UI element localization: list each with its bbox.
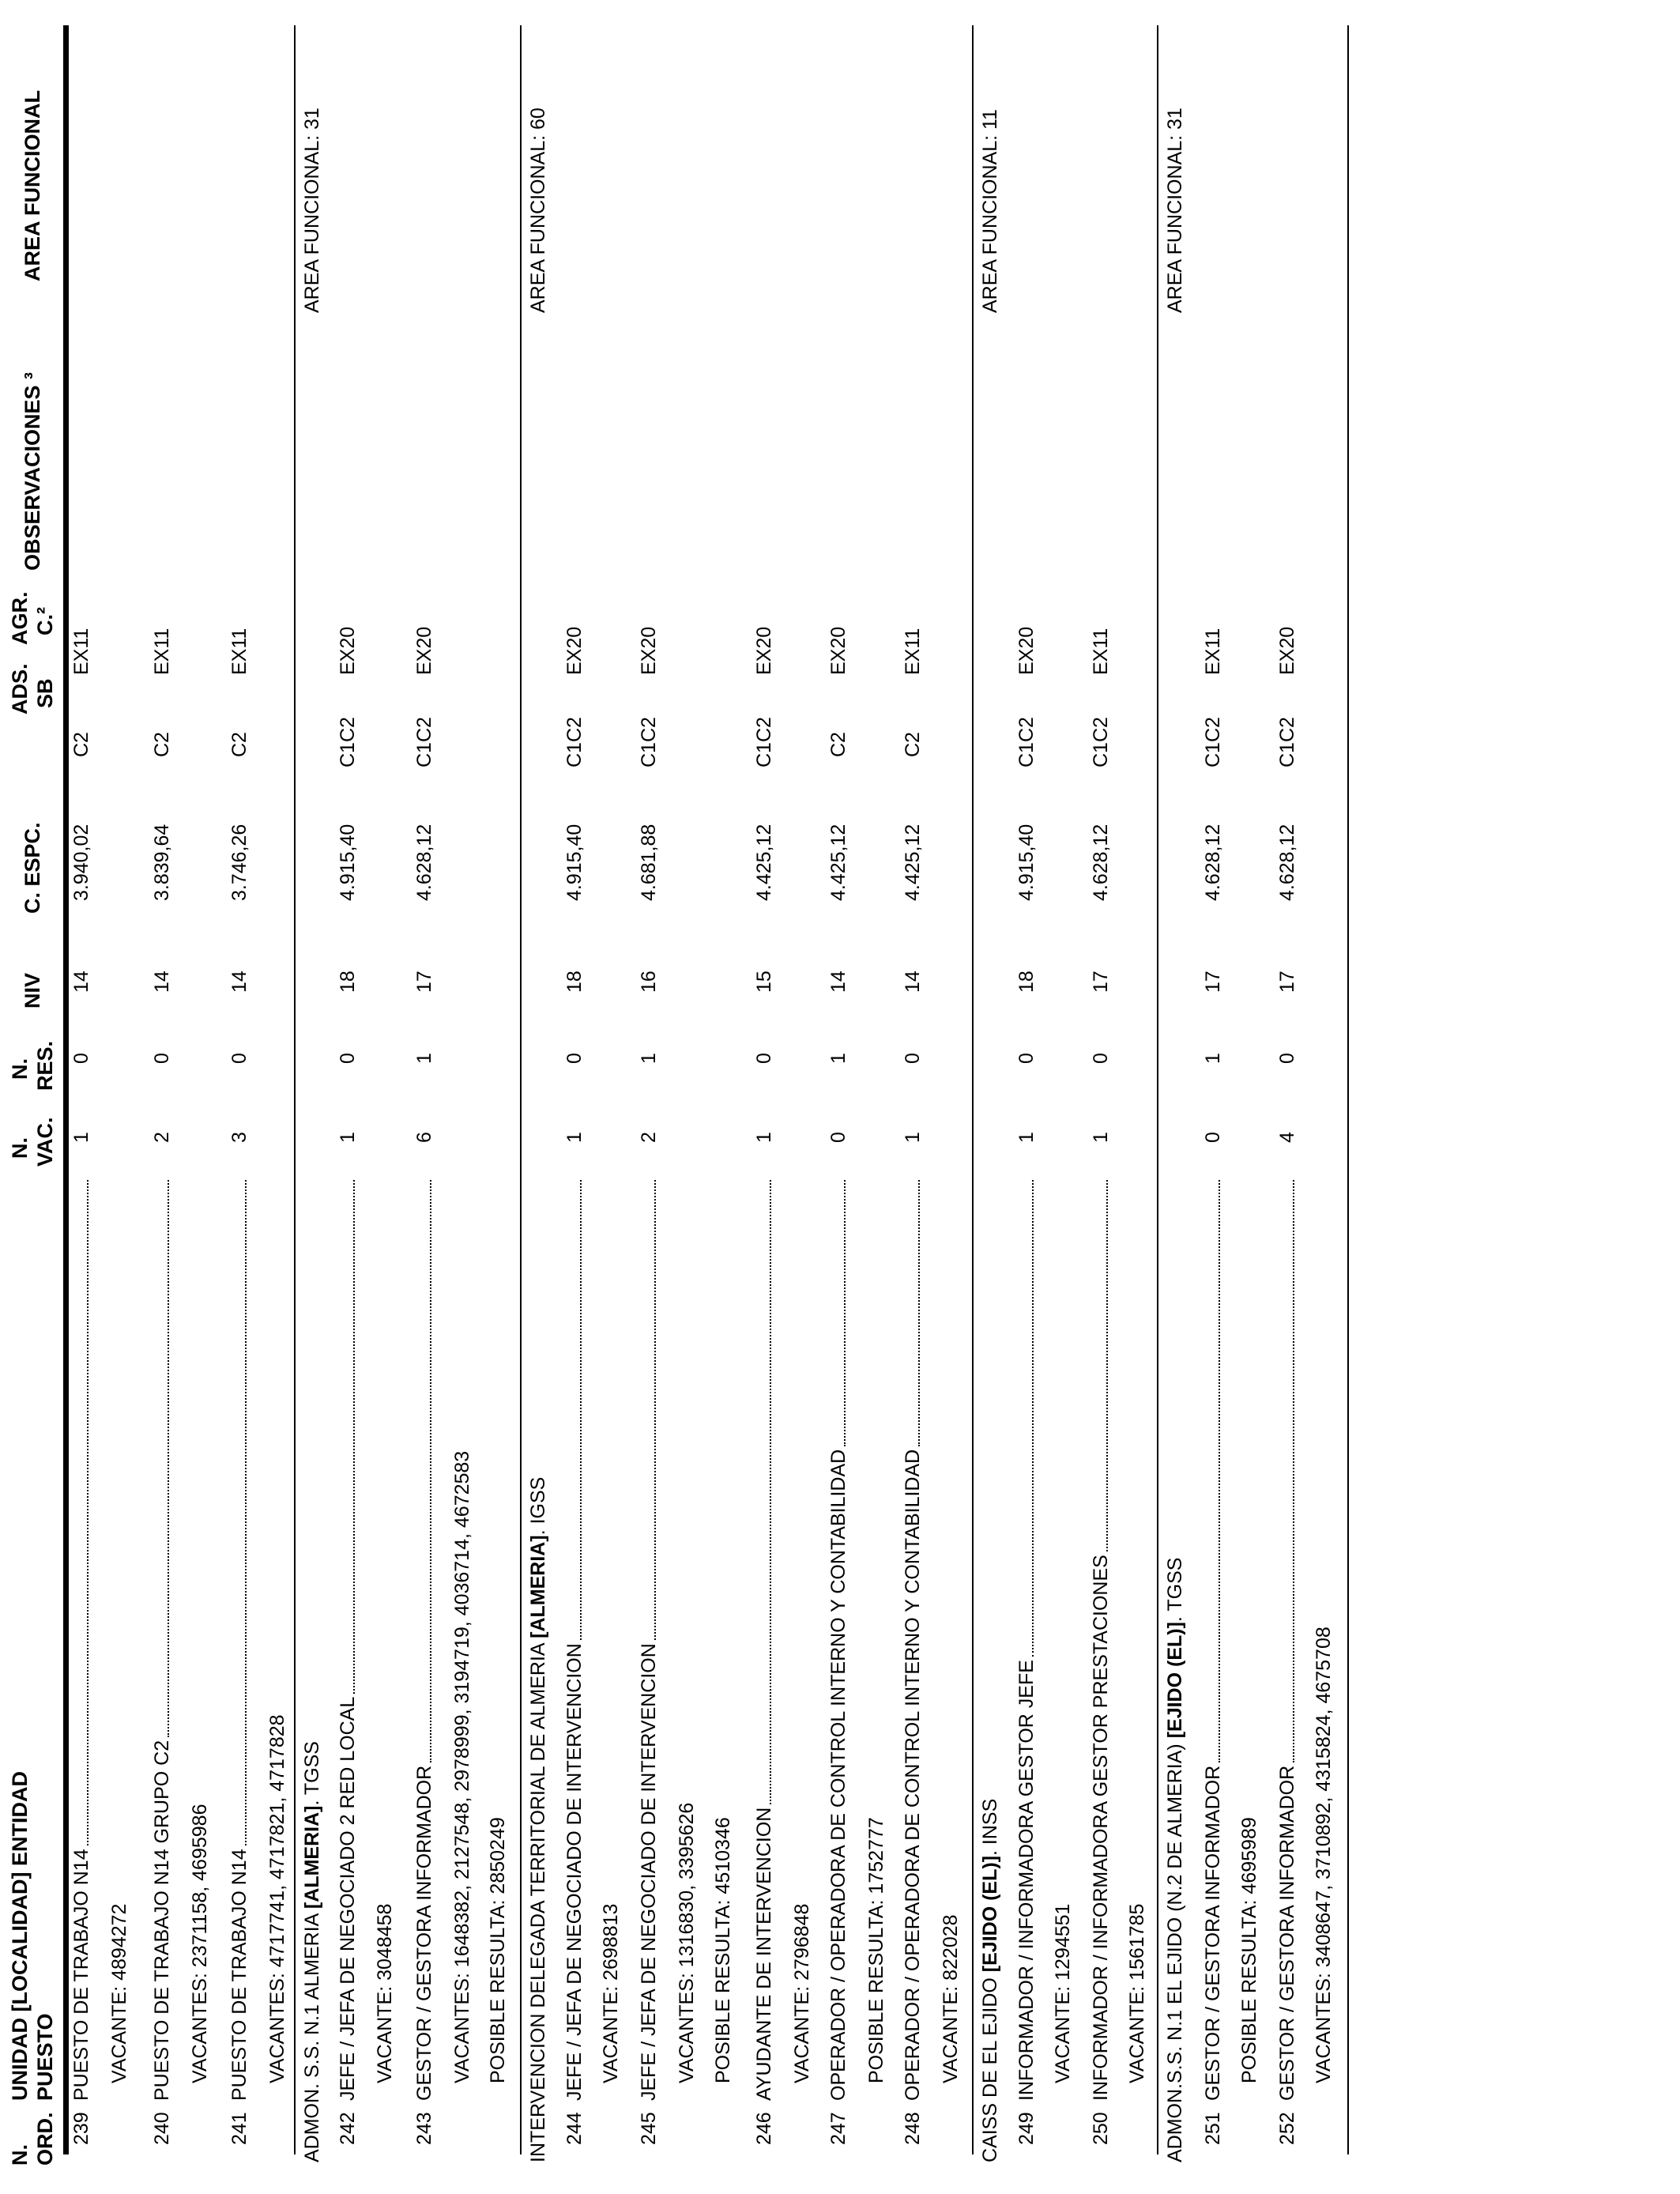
row-vacante-codes: VACANTES: 2371158, 4695986 <box>189 1804 211 2083</box>
header-agr-line1: AGR. <box>8 591 32 645</box>
header-unidad: UNIDAD [LOCALIDAD] ENTIDAD <box>8 1771 32 2101</box>
table-row <box>752 0 784 2194</box>
table-row <box>1015 0 1046 2194</box>
row-niv: 18 <box>1015 971 1038 993</box>
row-cesp: 4.915,40 <box>337 824 359 901</box>
header-n-res-line1: N. <box>8 1058 32 1080</box>
row-vac: 1 <box>902 1132 924 1143</box>
table-row <box>336 0 367 2194</box>
row-cesp: 4.681,88 <box>638 824 660 901</box>
row-ord: 252 <box>1276 2112 1298 2145</box>
table-row <box>70 0 101 2194</box>
row-ord: 240 <box>151 2112 173 2145</box>
unit-heading: ADMON.S.S. N.1 EL EJIDO (N.2 DE ALMERIA) [EJIDO (EL)]. TGSS <box>1164 1557 1186 2162</box>
table-row <box>1201 0 1233 2194</box>
row-ord: 239 <box>70 2112 92 2145</box>
row-puesto: JEFE / JEFA DE NEGOCIADO DE INTERVENCION <box>563 1180 586 2101</box>
header-niv: NIV <box>21 972 44 1008</box>
table-row <box>563 0 594 2194</box>
row-res: 1 <box>638 1053 660 1064</box>
table-row <box>150 0 182 2194</box>
row-vacante-codes: VACANTE: 4894272 <box>108 1903 130 2083</box>
row-cesp: 4.915,40 <box>563 824 586 901</box>
row-niv: 18 <box>337 971 359 993</box>
row-niv: 16 <box>638 971 660 993</box>
row-agr: EX20 <box>753 626 775 675</box>
row-res: 0 <box>563 1053 586 1064</box>
row-ads: C1C2 <box>1015 717 1038 767</box>
row-res: 1 <box>827 1053 849 1064</box>
header-observaciones: OBSERVACIONES ³ <box>21 371 44 571</box>
header-rule <box>63 25 69 2154</box>
area-funcional-value: AREA FUNCIONAL: 31 <box>301 107 323 313</box>
header-n-vac-line2: VAC. <box>33 1117 57 1167</box>
row-ads: C2 <box>827 732 849 757</box>
row-niv: 17 <box>1202 971 1224 993</box>
area-funcional-value: AREA FUNCIONAL: 60 <box>527 107 549 313</box>
row-puesto: GESTOR / GESTORA INFORMADOR <box>1201 1180 1225 2101</box>
row-cesp: 3.839,64 <box>151 824 173 901</box>
row-ord: 250 <box>1090 2112 1112 2145</box>
row-niv: 17 <box>1090 971 1112 993</box>
row-niv: 14 <box>902 971 924 993</box>
header-agr-line2: C.² <box>33 607 57 635</box>
row-res: 0 <box>1015 1053 1038 1064</box>
row-vacante-codes: VACANTE: 2698813 <box>600 1903 622 2083</box>
row-puesto: AYUDANTE DE INTERVENCION <box>752 1180 776 2101</box>
row-res: 0 <box>1090 1053 1112 1064</box>
row-vac: 1 <box>1015 1132 1038 1143</box>
row-agr: EX20 <box>413 626 435 675</box>
row-niv: 17 <box>1276 971 1298 993</box>
row-ads: C2 <box>228 732 250 757</box>
row-puesto: PUESTO DE TRABAJO N14 <box>228 1180 251 2101</box>
section-divider <box>972 25 974 2154</box>
row-vac: 2 <box>151 1132 173 1143</box>
row-agr: EX20 <box>1015 626 1038 675</box>
row-posible-resulta: POSIBLE RESULTA: 4695989 <box>1238 1817 1260 2083</box>
row-cesp: 4.628,12 <box>1276 824 1298 901</box>
table-row <box>1275 0 1307 2194</box>
row-vac: 3 <box>228 1132 250 1143</box>
row-puesto: PUESTO DE TRABAJO N14 GRUPO C2 <box>150 1180 174 2101</box>
row-ord: 248 <box>902 2112 924 2145</box>
table-row <box>1089 0 1121 2194</box>
row-cesp: 4.425,12 <box>753 824 775 901</box>
row-res: 0 <box>753 1053 775 1064</box>
row-ord: 247 <box>827 2112 849 2145</box>
row-vacante-codes: VACANTE: 1561785 <box>1126 1903 1148 2083</box>
header-area-funcional: AREA FUNCIONAL <box>21 90 44 281</box>
row-res: 1 <box>1202 1053 1224 1064</box>
header-n-ord-line2: ORD. <box>33 2112 57 2166</box>
area-funcional-value: AREA FUNCIONAL: 31 <box>1164 107 1186 313</box>
row-ads: C1C2 <box>753 717 775 767</box>
header-puesto: PUESTO <box>33 2013 57 2101</box>
row-puesto: GESTOR / GESTORA INFORMADOR <box>1275 1180 1299 2101</box>
section-divider <box>1157 25 1158 2154</box>
row-vac: 1 <box>70 1132 92 1143</box>
row-cesp: 4.628,12 <box>413 824 435 901</box>
row-puesto: JEFE / JEFA DE NEGOCIADO DE INTERVENCION <box>637 1180 661 2101</box>
row-agr: EX11 <box>902 628 924 675</box>
row-res: 0 <box>902 1053 924 1064</box>
row-puesto: GESTOR / GESTORA INFORMADOR <box>412 1180 436 2101</box>
area-funcional-value: AREA FUNCIONAL: 11 <box>979 109 1001 313</box>
row-ads: C1C2 <box>337 717 359 767</box>
row-cesp: 3.746,26 <box>228 824 250 901</box>
row-cesp: 4.628,12 <box>1202 824 1224 901</box>
row-vac: 0 <box>1202 1132 1224 1143</box>
bottom-rule <box>1347 25 1349 2154</box>
header-n-ord-line1: N. <box>8 2144 32 2166</box>
row-agr: EX20 <box>563 626 586 675</box>
row-vac: 6 <box>413 1132 435 1143</box>
row-ads: C2 <box>151 732 173 757</box>
row-res: 0 <box>228 1053 250 1064</box>
row-ads: C1C2 <box>563 717 586 767</box>
table-row <box>228 0 259 2194</box>
row-vac: 2 <box>638 1132 660 1143</box>
row-posible-resulta: POSIBLE RESULTA: 4510346 <box>712 1817 734 2083</box>
row-res: 1 <box>413 1053 435 1064</box>
row-res: 0 <box>151 1053 173 1064</box>
row-vacante-codes: VACANTES: 4717741, 4717821, 4717828 <box>266 1714 288 2083</box>
row-niv: 14 <box>827 971 849 993</box>
row-agr: EX20 <box>638 626 660 675</box>
row-ord: 245 <box>638 2112 660 2145</box>
row-vac: 1 <box>1090 1132 1112 1143</box>
row-posible-resulta: POSIBLE RESULTA: 1752777 <box>865 1817 887 2083</box>
row-vacante-codes: VACANTES: 1648382, 2127548, 2978999, 3194719, 4036714, 4672583 <box>451 1450 473 2083</box>
section-divider <box>520 25 522 2154</box>
row-ord: 251 <box>1202 2112 1224 2145</box>
row-cesp: 4.425,12 <box>827 824 849 901</box>
row-agr: EX11 <box>151 628 173 675</box>
row-ads: C1C2 <box>1090 717 1112 767</box>
row-puesto: INFORMADOR / INFORMADORA GESTOR JEFE <box>1015 1180 1038 2101</box>
row-ads: C1C2 <box>1276 717 1298 767</box>
row-agr: EX20 <box>1276 626 1298 675</box>
unit-heading: CAISS DE EL EJIDO [EJIDO (EL)]. INSS <box>979 1798 1001 2162</box>
row-niv: 15 <box>753 971 775 993</box>
unit-heading: ADMON. S.S. N.1 ALMERIA [ALMERIA]. TGSS <box>301 1741 323 2162</box>
row-res: 0 <box>70 1053 92 1064</box>
table-row <box>827 0 858 2194</box>
row-vac: 4 <box>1276 1132 1298 1143</box>
row-niv: 17 <box>413 971 435 993</box>
row-ord: 246 <box>753 2112 775 2145</box>
row-ads: C2 <box>902 732 924 757</box>
row-agr: EX20 <box>337 626 359 675</box>
row-agr: EX11 <box>1202 628 1224 675</box>
header-c-espc: C. ESPC. <box>21 822 44 914</box>
row-agr: EX11 <box>1090 628 1112 675</box>
header-n-vac-line1: N. <box>8 1137 32 1159</box>
row-vacante-codes: VACANTES: 1316830, 3395626 <box>676 1802 698 2083</box>
row-ads: C1C2 <box>638 717 660 767</box>
row-niv: 14 <box>151 971 173 993</box>
row-agr: EX11 <box>70 628 92 675</box>
unit-heading: INTERVENCION DELEGADA TERRITORIAL DE ALMERIA [ALMERIA]. IGSS <box>527 1476 549 2162</box>
row-agr: EX20 <box>827 626 849 675</box>
section-divider <box>294 25 296 2154</box>
header-ads-line2: SB <box>33 678 57 708</box>
row-vac: 1 <box>753 1132 775 1143</box>
row-ord: 243 <box>413 2112 435 2145</box>
row-vac: 1 <box>563 1132 586 1143</box>
row-niv: 14 <box>70 971 92 993</box>
row-cesp: 4.425,12 <box>902 824 924 901</box>
row-vac: 0 <box>827 1132 849 1143</box>
row-agr: EX11 <box>228 628 250 675</box>
row-ord: 244 <box>563 2112 586 2145</box>
row-ads: C1C2 <box>413 717 435 767</box>
header-n-res-line2: RES. <box>33 1040 57 1091</box>
row-posible-resulta: POSIBLE RESULTA: 2850249 <box>487 1817 509 2083</box>
header-ads-line1: ADS. <box>8 663 32 714</box>
row-cesp: 3.940,02 <box>70 824 92 901</box>
row-ord: 242 <box>337 2112 359 2145</box>
row-res: 0 <box>337 1053 359 1064</box>
row-ord: 241 <box>228 2112 250 2145</box>
row-res: 0 <box>1276 1053 1298 1064</box>
table-row <box>637 0 669 2194</box>
row-vacante-codes: VACANTE: 2796848 <box>791 1903 813 2083</box>
row-niv: 18 <box>563 971 586 993</box>
row-puesto: PUESTO DE TRABAJO N14 <box>70 1180 93 2101</box>
row-ads: C1C2 <box>1202 717 1224 767</box>
row-puesto: JEFE / JEFA DE NEGOCIADO 2 RED LOCAL <box>336 1180 360 2101</box>
row-vac: 1 <box>337 1132 359 1143</box>
row-ads: C2 <box>70 732 92 757</box>
row-vacante-codes: VACANTE: 822028 <box>940 1914 962 2083</box>
row-vacante-codes: VACANTE: 3048458 <box>374 1903 396 2083</box>
table-row <box>901 0 932 2194</box>
row-puesto: INFORMADOR / INFORMADORA GESTOR PRESTACIONES <box>1089 1180 1113 2101</box>
row-niv: 14 <box>228 971 250 993</box>
row-vacante-codes: VACANTE: 1294551 <box>1052 1903 1074 2083</box>
table-row <box>412 0 444 2194</box>
row-cesp: 4.628,12 <box>1090 824 1112 901</box>
row-vacante-codes: VACANTES: 3408647, 3710892, 4315824, 4675708 <box>1313 1627 1335 2083</box>
row-puesto: OPERADOR / OPERADORA DE CONTROL INTERNO Y CONTABILIDAD <box>901 1180 925 2101</box>
row-puesto: OPERADOR / OPERADORA DE CONTROL INTERNO Y CONTABILIDAD <box>827 1180 850 2101</box>
row-ord: 249 <box>1015 2112 1038 2145</box>
row-cesp: 4.915,40 <box>1015 824 1038 901</box>
